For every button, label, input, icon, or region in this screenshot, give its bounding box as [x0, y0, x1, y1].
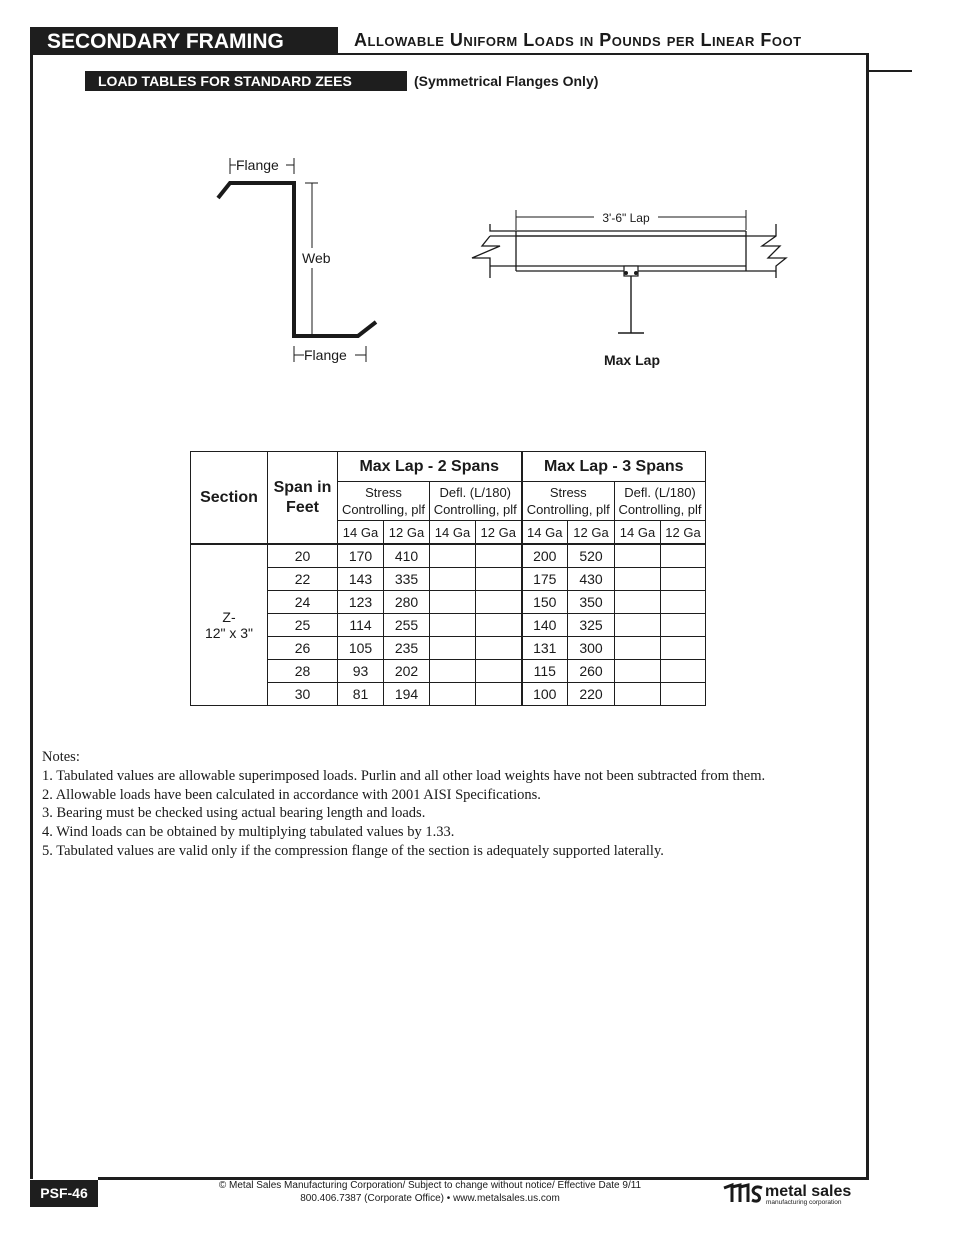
footer-text	[160, 1179, 700, 1205]
span-cell: 28	[268, 660, 338, 683]
subheader-label: LOAD TABLES FOR STANDARD ZEES	[85, 71, 407, 91]
header-rule	[338, 53, 868, 55]
logo-tag: manufacturing corporation	[766, 1199, 842, 1206]
load-cell	[661, 568, 706, 591]
load-cell	[476, 544, 522, 568]
table-row	[191, 544, 706, 568]
col-span-header: Span in Feet	[268, 452, 338, 545]
load-cell: 200	[522, 544, 568, 568]
page-code: PSF-46	[30, 1180, 98, 1207]
load-cell	[430, 637, 476, 660]
load-cell	[615, 568, 661, 591]
load-cell: 202	[384, 660, 430, 683]
table-row	[191, 660, 706, 683]
load-cell	[430, 660, 476, 683]
table-row	[191, 568, 706, 591]
gauge-header: 12 Ga	[384, 521, 430, 545]
load-cell: 255	[384, 614, 430, 637]
load-cell	[661, 614, 706, 637]
subheader-note: (Symmetrical Flanges Only)	[414, 73, 599, 89]
gauge-header: 12 Ga	[476, 521, 522, 545]
note-item: 2. Allowable loads have been calculated in accordance with 2001 AISI Specifications.	[42, 786, 541, 803]
table-row	[191, 614, 706, 637]
note-item: 3. Bearing must be checked using actual bearing length and loads.	[42, 805, 426, 822]
load-cell	[476, 683, 522, 706]
load-table	[190, 451, 706, 706]
load-cell: 93	[338, 660, 384, 683]
load-cell	[476, 614, 522, 637]
group-2-spans: Max Lap - 2 Spans	[338, 452, 522, 482]
span-cell: 26	[268, 637, 338, 660]
lap-diagram	[460, 200, 800, 375]
frame-left	[30, 55, 33, 1179]
note-item: 4. Wind loads can be obtained by multiplying tabulated values by 1.33.	[42, 824, 455, 841]
load-cell	[430, 683, 476, 706]
table-row	[191, 683, 706, 706]
defl-header: Defl. (L/180) Controlling, plf	[615, 482, 706, 521]
load-cell: 150	[522, 591, 568, 614]
span-cell: 24	[268, 591, 338, 614]
load-cell: 260	[568, 660, 615, 683]
table-row	[191, 591, 706, 614]
gauge-header: 14 Ga	[430, 521, 476, 545]
span-cell: 20	[268, 544, 338, 568]
load-cell	[615, 683, 661, 706]
table-row	[191, 637, 706, 660]
load-cell: 143	[338, 568, 384, 591]
load-cell: 175	[522, 568, 568, 591]
load-cell: 220	[568, 683, 615, 706]
load-cell: 170	[338, 544, 384, 568]
zee-section-diagram	[200, 150, 400, 380]
load-cell	[476, 568, 522, 591]
load-cell: 300	[568, 637, 615, 660]
load-cell	[430, 614, 476, 637]
load-cell	[430, 568, 476, 591]
load-cell: 115	[522, 660, 568, 683]
span-cell: 30	[268, 683, 338, 706]
load-cell	[661, 637, 706, 660]
load-cell	[476, 591, 522, 614]
load-cell	[430, 544, 476, 568]
load-cell: 280	[384, 591, 430, 614]
load-cell	[661, 683, 706, 706]
load-cell: 114	[338, 614, 384, 637]
metal-sales-logo	[722, 1180, 872, 1213]
header-rule-tail	[868, 70, 912, 72]
flange-top-label: Flange	[236, 157, 279, 173]
load-cell: 520	[568, 544, 615, 568]
load-cell	[661, 544, 706, 568]
load-cell: 430	[568, 568, 615, 591]
gauge-header: 14 Ga	[615, 521, 661, 545]
load-cell: 410	[384, 544, 430, 568]
load-cell: 235	[384, 637, 430, 660]
load-cell	[615, 660, 661, 683]
load-cell	[615, 591, 661, 614]
load-cell: 335	[384, 568, 430, 591]
zee-profile	[218, 183, 376, 336]
group-3-spans: Max Lap - 3 Spans	[522, 452, 706, 482]
frame-right	[866, 53, 869, 1180]
stress-header: Stress Controlling, plf	[522, 482, 615, 521]
note-item: 1. Tabulated values are allowable superimposed loads. Purlin and all other load weights have not been subtracted from them.	[42, 767, 766, 784]
load-cell	[615, 637, 661, 660]
logo-mark-icon	[724, 1185, 748, 1202]
load-cell: 131	[522, 637, 568, 660]
load-cell: 105	[338, 637, 384, 660]
flange-bottom-label: Flange	[304, 347, 347, 363]
load-cell	[476, 637, 522, 660]
gauge-header: 12 Ga	[661, 521, 706, 545]
section-label: SECONDARY FRAMING	[30, 27, 338, 55]
load-cell	[615, 544, 661, 568]
load-cell	[661, 660, 706, 683]
stress-header: Stress Controlling, plf	[338, 482, 430, 521]
logo-name: metal sales	[765, 1183, 852, 1200]
gauge-header: 14 Ga	[338, 521, 384, 545]
gauge-header: 14 Ga	[522, 521, 568, 545]
footer-line-2: 800.406.7387 (Corporate Office) • www.metalsales.us.com	[300, 1193, 560, 1204]
load-cell: 194	[384, 683, 430, 706]
section-name: Z- 12" x 3"	[191, 544, 268, 706]
max-lap-caption: Max Lap	[603, 352, 661, 368]
page-title: Allowable Uniform Loads in Pounds per Linear Foot	[354, 30, 802, 50]
lap-length-label: 3'-6" Lap	[602, 211, 650, 225]
load-cell: 350	[568, 591, 615, 614]
load-cell	[476, 660, 522, 683]
note-item: 5. Tabulated values are valid only if the compression flange of the section is adequately supported laterally.	[42, 842, 664, 859]
load-cell: 123	[338, 591, 384, 614]
defl-header: Defl. (L/180) Controlling, plf	[430, 482, 522, 521]
load-cell	[661, 591, 706, 614]
load-cell: 325	[568, 614, 615, 637]
load-cell: 100	[522, 683, 568, 706]
load-cell	[430, 591, 476, 614]
load-cell: 140	[522, 614, 568, 637]
web-label: Web	[302, 250, 331, 266]
gauge-header: 12 Ga	[568, 521, 615, 545]
footer-line-1: © Metal Sales Manufacturing Corporation/ Subject to change without notice/ Effective Date 9/11	[218, 1180, 642, 1191]
notes	[42, 748, 765, 861]
load-cell: 81	[338, 683, 384, 706]
col-section-header: Section	[191, 452, 268, 545]
span-cell: 25	[268, 614, 338, 637]
load-cell	[615, 614, 661, 637]
span-cell: 22	[268, 568, 338, 591]
notes-heading: Notes:	[42, 749, 80, 765]
